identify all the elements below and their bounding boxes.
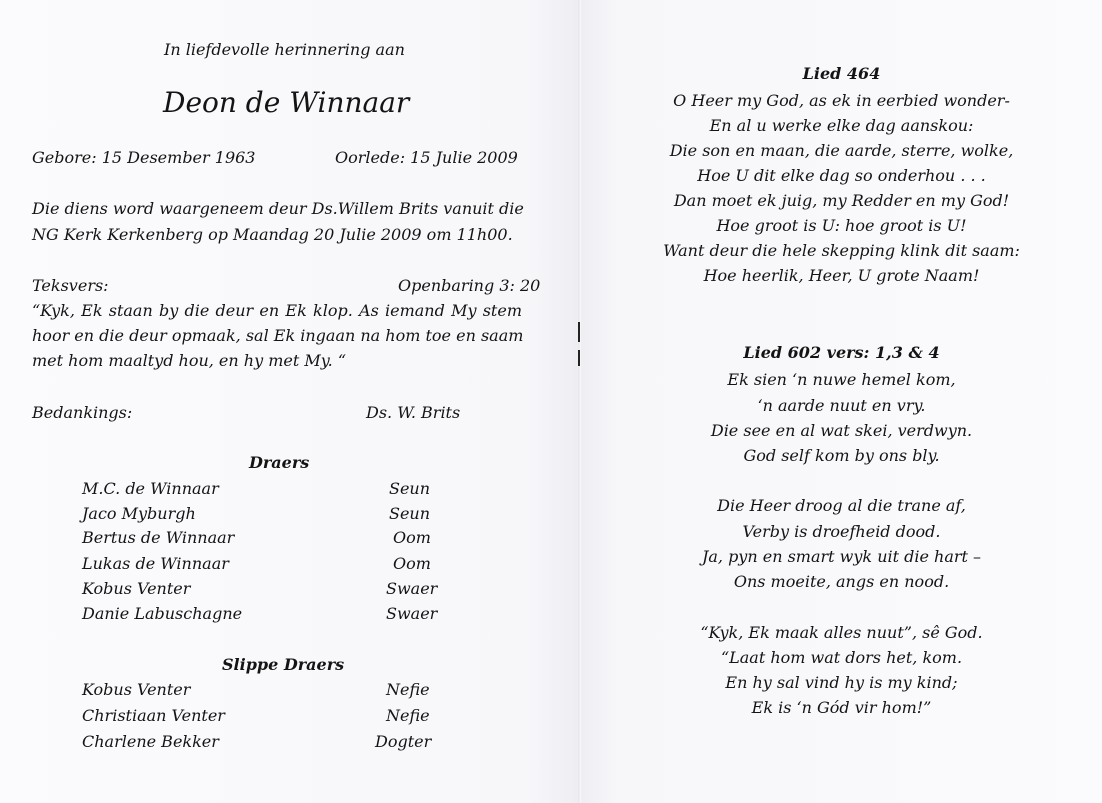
birth-date: Gebore: 15 Desember 1963: [32, 148, 256, 167]
bearer-relation: Oom: [393, 554, 431, 573]
hymn-line: Dan moet ek juig, my Redder en my God!: [673, 191, 1010, 210]
scripture-label: Teksvers:: [32, 276, 109, 295]
intro-text: In liefdevolle herinnering aan: [164, 40, 405, 59]
hymn-line: Verby is droefheid dood.: [742, 522, 941, 541]
scripture-reference: Openbaring 3: 20: [398, 276, 541, 295]
hymn-line: O Heer my God, as ek in eerbied wonder-: [673, 91, 1010, 110]
pall-bearer-name: Christiaan Venter: [82, 706, 225, 725]
death-date: Oorlede: 15 Julie 2009: [335, 148, 518, 167]
hymn-line: Want deur die hele skepping klink dit saam:: [663, 241, 1020, 260]
service-line: NG Kerk Kerkenberg op Maandag 20 Julie 2009 om 11h00.: [32, 225, 513, 244]
pall-bearer-name: Kobus Venter: [82, 680, 191, 699]
pall-bearer-relation: Nefie: [386, 706, 430, 725]
service-line: Die diens word waargeneem deur Ds.Willem Brits vanuit die: [32, 199, 524, 218]
hymn-line: Ons moeite, angs en nood.: [733, 572, 950, 591]
hymn-line: ‘n aarde nuut en vry.: [757, 396, 926, 415]
hymn-line: Hoe groot is U: hoe groot is U!: [716, 216, 967, 235]
hymn-line: Hoe heerlik, Heer, U grote Naam!: [703, 266, 980, 285]
hymn-line: Die Heer droog al die trane af,: [717, 496, 966, 515]
hymn-line: Die see en al wat skei, verdwyn.: [710, 421, 973, 440]
hymn-line: Ek is ‘n Gód vir hom!”: [751, 698, 932, 717]
hymn-line: En hy sal vind hy is my kind;: [725, 673, 958, 692]
bearers-heading: Draers: [249, 453, 310, 472]
pall-bearer-relation: Nefie: [386, 680, 430, 699]
bearer-name: Kobus Venter: [82, 579, 191, 598]
hymn-line: “Kyk, Ek maak alles nuut”, sê God.: [700, 623, 983, 642]
bearer-name: Danie Labuschagne: [82, 604, 243, 623]
scripture-verse-line: hoor en die deur opmaak, sal Ek ingaan na hom toe en saam: [32, 326, 524, 345]
hymn-line: “Laat hom wat dors het, kom.: [720, 648, 963, 667]
hymn-line: En al u werke elke dag aanskou:: [709, 116, 974, 135]
pall-bearer-name: Charlene Bekker: [82, 732, 219, 751]
bearer-relation: Seun: [389, 479, 431, 498]
scripture-verse-line: met hom maaltyd hou, en hy met My. “: [32, 351, 347, 370]
bearer-name: Lukas de Winnaar: [82, 554, 229, 573]
bearer-relation: Swaer: [386, 579, 438, 598]
hymn-title: Lied 464: [802, 64, 881, 83]
bearer-relation: Oom: [393, 528, 431, 547]
bearer-relation: Seun: [389, 504, 431, 523]
hymn-line: Die son en maan, die aarde, sterre, wolke,: [669, 141, 1014, 160]
thanks-label: Bedankings:: [32, 403, 133, 422]
hymn-line: Ek sien ‘n nuwe hemel kom,: [727, 370, 956, 389]
bearer-name: Jaco Myburgh: [82, 504, 196, 523]
thanks-name: Ds. W. Brits: [366, 403, 461, 422]
hymn-line: God self kom by ons bly.: [743, 446, 940, 465]
hymn-line: Ja, pyn en smart wyk uit die hart –: [701, 547, 982, 566]
bearer-name: Bertus de Winnaar: [82, 528, 235, 547]
bearer-name: M.C. de Winnaar: [82, 479, 219, 498]
deceased-name: Deon de Winnaar: [163, 86, 410, 119]
pall-bearer-relation: Dogter: [375, 732, 432, 751]
staple-mark: [578, 350, 580, 366]
right-page: [581, 0, 1102, 803]
pall-bearers-heading: Slippe Draers: [222, 655, 345, 674]
staple-mark: [578, 322, 580, 342]
hymn-line: Hoe U dit elke dag so onderhou . . .: [697, 166, 986, 185]
bearer-relation: Swaer: [386, 604, 438, 623]
hymn-title: Lied 602 vers: 1,3 & 4: [743, 343, 940, 362]
scripture-verse-line: “Kyk, Ek staan by die deur en Ek klop. As iemand My stem: [32, 301, 522, 320]
